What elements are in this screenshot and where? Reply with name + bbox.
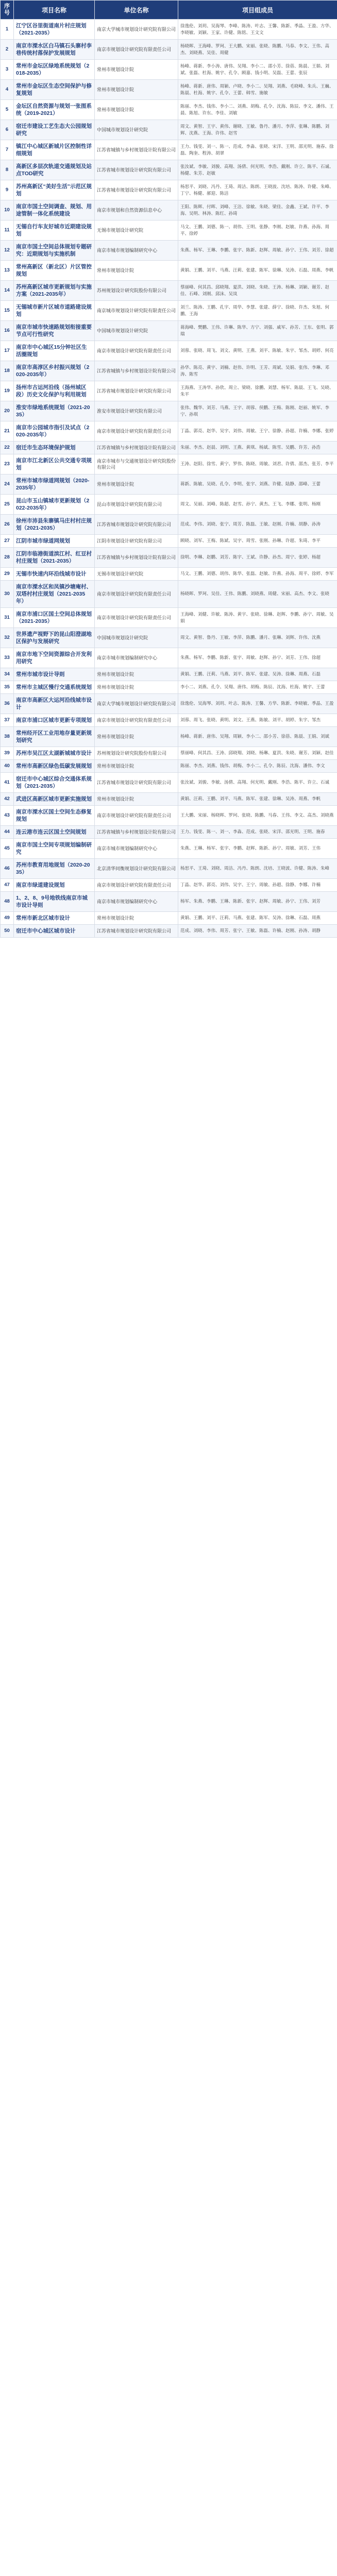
- table-row: [1, 681, 337, 694]
- unit-name: 南京市城市与交通规划设计研究院股份有限公司: [95, 454, 178, 474]
- project-members: 王海峰、刘健、许敏、陈涛、黄宇、张晓、徐琳、赵辉、李鹏、孙宁、周敏、吴娟: [178, 608, 337, 628]
- unit-name: 江苏省城镇与乡村规划设计院有限公司: [95, 548, 178, 568]
- project-name: 常州市城市绿道网规划（2020-2035年）: [14, 474, 95, 495]
- unit-name: 南京市城市规划编制研究中心: [95, 892, 178, 912]
- row-number: 30: [1, 581, 14, 608]
- project-name: 武进区高新区城市更新实施规划: [14, 793, 95, 806]
- table-row: [1, 694, 337, 714]
- table-body: [1, 20, 337, 938]
- project-name: 南京市高新区大运河沿线城市设计: [14, 694, 95, 714]
- unit-name: 江苏省城镇与乡村规划设计院有限公司: [95, 361, 178, 381]
- project-members: 马文、王鹏、刘德、陈一、胡伟、王明、张静、李刚、赵敏、许燕、孙海、周平、徐婷: [178, 221, 337, 241]
- unit-name: 南京市规划和自然资源信息中心: [95, 200, 178, 221]
- project-name: 1、2、8、9号地铁线南京市城市设计导则: [14, 892, 95, 912]
- project-name: 南京市国土空间调查、规划、用途管制一体化系统建设: [14, 200, 95, 221]
- row-number: 3: [1, 60, 14, 80]
- unit-name: 南京城市规划设计研究院有限责任公司: [95, 301, 178, 321]
- row-number: 19: [1, 381, 14, 401]
- table-row: [1, 241, 337, 261]
- table-row: [1, 261, 337, 281]
- table-row: [1, 140, 337, 160]
- row-number: 17: [1, 341, 14, 361]
- project-members: 杨峰、蒋新、唐伟、周颖、卢晓、李小二、吴翔、刘燕、毛晓峰、朱兵、王巍、陈晨、杜海、姚宇、孔令、王蕾、韩雪、施敏: [178, 80, 337, 100]
- project-members: 杨峰、蒋新、李小涛、唐伟、吴翔、李小二、邵小芳、徐蓓、陈晨、王娟、刘斌、张磊、杜海、姚宇、孔令、顾嘉、钱小明、吴磊、王蕾、张辰: [178, 60, 337, 80]
- unit-name: 江苏省城市规划设计研究院有限公司: [95, 381, 178, 401]
- table-row: [1, 648, 337, 668]
- row-number: 7: [1, 140, 14, 160]
- project-name: 连云港市连云区国土空间规划: [14, 826, 95, 839]
- project-name: 南京市溧水区国土空间生态修复规划: [14, 806, 95, 826]
- project-members: 蒋海峰、樊鹏、王伟、许琳、陈华、方宁、刘强、戚军、孙芳、王东、张明、郭瑞: [178, 321, 337, 341]
- project-members: 杨晓晖、罗珂、吴佳、王伟、陈鹏、刘晓燕、周健、宋丽、高杰、李文、张晓: [178, 581, 337, 608]
- header-row: [1, 1, 337, 20]
- unit-name: 常州市规划设计院: [95, 261, 178, 281]
- project-members: 杨思平、刘晓、冯丹、王琦、周洁、陈朗、王晓波、沈培、陈涛、许健、朱峰、丁宁、杨健、郝迎、陈洁: [178, 180, 337, 200]
- unit-name: 南京市城市规划编制研究中心: [95, 241, 178, 261]
- unit-name: 中国城市规划设计研究院: [95, 120, 178, 140]
- project-name: 淮安市绿地系统规划（2021-2035）: [14, 401, 95, 421]
- project-members: 蔡丽峰、何其昌、王涛、邱晓翔、刘晓、杨琳、夏洪、朱晓、谢芳、刘颖、赵佳: [178, 747, 337, 760]
- unit-name: 常州市规划设计院: [95, 60, 178, 80]
- unit-name: 常州市规划设计院: [95, 80, 178, 100]
- table-row: [1, 200, 337, 221]
- table-row: [1, 628, 337, 648]
- unit-name: 淮安市规划设计研究院有限公司: [95, 401, 178, 421]
- project-members: 陈丽、李杰、刘燕、钱伟、胡梅、李小二、孔令、陈辰、沈海、潘伟、李文: [178, 760, 337, 773]
- project-members: 朱燕、王琳、杨军、张宇、李鹏、赵辉、陈新、孙宁、周敏、刘芳、王伟: [178, 839, 337, 859]
- table-row: [1, 100, 337, 120]
- row-number: 24: [1, 474, 14, 495]
- project-name: 镇江中心城区新城片区控制性详细规划: [14, 140, 95, 160]
- row-number: 10: [1, 200, 14, 221]
- unit-name: 无锡市规划设计研究院: [95, 568, 178, 581]
- table-row: [1, 859, 337, 879]
- project-name: 苏州高新区城市更新规划与实施方案（2021-2035年）: [14, 281, 95, 301]
- row-number: 49: [1, 912, 14, 925]
- project-members: 蔡丽峰、何其昌、邱晓翔、夏洪、刘晓、朱晓、王涛、杨琳、刘颖、谢芳、赵佳、石峰、刘刚、邱沫、吴岚: [178, 281, 337, 301]
- project-members: 马文、王鹏、刘德、胡伟、陈华、张磊、赵敏、许燕、孙海、周平、徐婷、李军: [178, 568, 337, 581]
- project-name: 高新区多层次轨道交通规划及站点TOD研究: [14, 160, 95, 180]
- project-name: 南京市溧水区白马镇石头寨村李巷传统村落保护发展规划: [14, 40, 95, 60]
- table-row: [1, 361, 337, 381]
- project-members: 徐逸伦、吴海琴、刘玥、叶志、陈涛、王馨、方华、陈新、李晓敏、季晶、王盈: [178, 694, 337, 714]
- table-row: [1, 341, 337, 361]
- project-members: 徐逸伦、刘玥、吴海琴、李峰、陈涛、叶志、王馨、陈新、季晶、王盈、方华、李晓敏、刘颖、王家、许健、陈铭、王文文: [178, 20, 337, 40]
- project-members: 顾晓、刘军、王梅、陈斌、吴宇、周雪、张刚、孙琳、许超、朱琦、李平: [178, 535, 337, 548]
- table-row: [1, 568, 337, 581]
- row-number: 47: [1, 879, 14, 892]
- project-members: 张汝斌、李敏、刘骏、高翔、汤倩、何光明、李浩、戴刚、许立、陈平、石诚、杨健、朱芳、赵敏: [178, 160, 337, 180]
- table-row: [1, 495, 337, 515]
- unit-name: 常州市规划设计院: [95, 760, 178, 773]
- row-number: 11: [1, 221, 14, 241]
- document: [0, 0, 337, 938]
- unit-name: 常州市规划设计院: [95, 727, 178, 747]
- unit-name: 江苏省城市规划设计研究院有限公司: [95, 515, 178, 535]
- unit-name: 江苏省城市规划设计研究院有限公司: [95, 180, 178, 200]
- project-members: 王力、钱雯、陈一、刘一、李淼、范成、张晓、宋洋、邵光明、王明、施春: [178, 826, 337, 839]
- table-row: [1, 160, 337, 180]
- row-number: 23: [1, 454, 14, 474]
- unit-name: 江苏省城市规划设计研究院有限公司: [95, 160, 178, 180]
- project-members: 刘兰、陈涛、王鹏、孔宇、周华、李慧、张建、薛宁、徐晓、许杰、朱旭、何鹏、王海: [178, 301, 337, 321]
- project-name: 扬州市古运河沿线（扬州城区段）历史文化保护与利用规划: [14, 381, 95, 401]
- unit-name: 南京市规划设计研究院有限责任公司: [95, 341, 178, 361]
- project-members: 周文、黄智、鲁丹、王敏、李萍、陈鹏、潘月、张琳、刘辉、许伟、沈燕: [178, 628, 337, 648]
- unit-name: 南京市城市规划编制研究中心: [95, 839, 178, 859]
- unit-name: 南京市规划设计研究院有限责任公司: [95, 421, 178, 442]
- project-members: 黄娟、王鹏、汪莉、马燕、刘平、陈军、张建、吴涛、徐琳、周燕、石磊: [178, 668, 337, 681]
- unit-name: 江苏省城镇与乡村规划设计院有限公司: [95, 442, 178, 454]
- project-name: 宿迁市中心城区综合交通体系规划（2021-2035）: [14, 773, 95, 793]
- project-members: 黄娟、汪莉、王鹏、刘平、马燕、陈军、张建、徐琳、吴涛、周燕、李帆: [178, 793, 337, 806]
- project-name: 江阴市城市绿道网规划: [14, 535, 95, 548]
- table-row: [1, 727, 337, 747]
- table-row: [1, 548, 337, 568]
- project-members: 范成、刘晓、李伟、周芳、张宁、王敏、陈磊、许楠、赵刚、孙涛、胡静: [178, 925, 337, 938]
- project-members: 朱燕、杨军、李鹏、陈新、张宇、周敏、赵辉、孙宁、刘芳、王伟、徐超: [178, 648, 337, 668]
- project-name: 常州市新北区城市设计: [14, 912, 95, 925]
- row-number: 14: [1, 281, 14, 301]
- table-row: [1, 221, 337, 241]
- project-name: 常州市城市设计导则: [14, 668, 95, 681]
- project-members: 刘蓉、周飞、张晓、黄明、刘文、王燕、陈敏、刘平、胡婷、朱宇、邹杰: [178, 714, 337, 727]
- unit-name: 江苏省城镇与乡村规划设计院有限公司: [95, 140, 178, 160]
- project-members: 蒋新、陈敏、吴晓、孔令、李明、张宇、刘燕、许健、陆静、邵峰、王蕾: [178, 474, 337, 495]
- table-row: [1, 912, 337, 925]
- table-row: [1, 793, 337, 806]
- project-members: 范成、李伟、刘晓、张宁、周芳、陈磊、王敏、赵刚、许楠、胡静、孙涛: [178, 515, 337, 535]
- table-row: [1, 381, 337, 401]
- project-members: 丁晶、郭亮、赵华、吴宇、刘伟、周敏、王宁、徐静、孙超、许楠、李娜、张婷: [178, 421, 337, 442]
- project-name: 南京市高淳区乡村振兴规划（2020-2035年）: [14, 361, 95, 381]
- row-number: 42: [1, 793, 14, 806]
- table-row: [1, 321, 337, 341]
- row-number: 20: [1, 401, 14, 421]
- project-members: 王大鹏、宋丽、杨晓晖、罗珂、张晓、陈鹏、马春、王伟、李文、高杰、刘晓燕: [178, 806, 337, 826]
- table-row: [1, 60, 337, 80]
- row-number: 48: [1, 892, 14, 912]
- row-number: 38: [1, 727, 14, 747]
- unit-name: 常州市规划设计院: [95, 681, 178, 694]
- row-number: 45: [1, 839, 14, 859]
- unit-name: 苏州规划设计研究院股份有限公司: [95, 281, 178, 301]
- project-name: 昆山市玉山镇城市更新规划（2022-2035年）: [14, 495, 95, 515]
- unit-name: 北京清华同衡规划设计研究院有限公司: [95, 859, 178, 879]
- project-name: 常州市金坛区生态空间保护与修复规划: [14, 80, 95, 100]
- unit-name: 苏州规划设计研究院股份有限公司: [95, 747, 178, 760]
- header-unit-name: 单位名称: [95, 1, 178, 20]
- row-number: 21: [1, 421, 14, 442]
- project-members: 周文、吴丽、刘峰、陈超、赵雪、孙宁、黄杰、王飞、李娜、张明、杨刚: [178, 495, 337, 515]
- project-name: 宿迁市建设工艺生态大公园规划研究: [14, 120, 95, 140]
- unit-name: 南京市规划设计研究院有限责任公司: [95, 608, 178, 628]
- row-number: 50: [1, 925, 14, 938]
- row-number: 9: [1, 180, 14, 200]
- project-members: 周文、黄智、王宇、黄伟、谢晓、王敏、鲁丹、潘月、李萍、张琳、陈鹏、刘辉、沈燕、王海、许伟、赵雪: [178, 120, 337, 140]
- project-table: [0, 0, 337, 938]
- unit-name: 常州市规划设计院: [95, 912, 178, 925]
- project-name: 世界遗产视野下的昆山阳澄湖地区保护与发展研究: [14, 628, 95, 648]
- table-row: [1, 806, 337, 826]
- project-members: 杨晓晖、王海峰、罗珂、王大鹏、宋丽、张晓、陈鹏、马春、李文、王伟、高杰、刘晓燕、吴佳、周健: [178, 40, 337, 60]
- header-members: 项目组成员: [178, 1, 337, 20]
- row-number: 46: [1, 859, 14, 879]
- table-row: [1, 668, 337, 681]
- table-row: [1, 747, 337, 760]
- header-project-name: 项目名称: [14, 1, 95, 20]
- table-row: [1, 454, 337, 474]
- row-number: 28: [1, 548, 14, 568]
- unit-name: 常州市规划设计院: [95, 474, 178, 495]
- header-no: 序号: [1, 1, 14, 20]
- table-row: [1, 925, 337, 938]
- row-number: 6: [1, 120, 14, 140]
- project-members: 丁晶、赵华、郭亮、刘伟、吴宇、王宁、周敏、孙超、徐静、李娜、许楠: [178, 879, 337, 892]
- project-name: 江阴市临港街道滨江村、红豆村村庄规划（2021-2035）: [14, 548, 95, 568]
- table-row: [1, 879, 337, 892]
- row-number: 31: [1, 608, 14, 628]
- project-name: 南京市地下空间资源综合开发利用研究: [14, 648, 95, 668]
- table-row: [1, 301, 337, 321]
- project-name: 南京市浦口区国土空间总体规划（2021-2035）: [14, 608, 95, 628]
- project-name: 常州市高新区绿色低碳发展规划: [14, 760, 95, 773]
- unit-name: 无锡市规划设计研究院: [95, 221, 178, 241]
- project-members: 杨军、朱燕、李鹏、王琳、陈新、张宇、赵辉、周敏、孙宁、王伟、刘芳: [178, 892, 337, 912]
- table-row: [1, 892, 337, 912]
- project-name: 南京市公园城市指引及试点（2020-2035年）: [14, 421, 95, 442]
- row-number: 40: [1, 760, 14, 773]
- table-row: [1, 839, 337, 859]
- row-number: 25: [1, 495, 14, 515]
- row-number: 33: [1, 648, 14, 668]
- row-number: 32: [1, 628, 14, 648]
- project-name: 徐州市沛县朱寨镇马庄村村庄规划（2021-2035）: [14, 515, 95, 535]
- project-name: 宿迁市中心城区城市设计: [14, 925, 95, 938]
- project-members: 刘蓉、张晓、周飞、刘文、黄明、王燕、刘平、陈敏、朱宇、邹杰、胡婷、何亮: [178, 341, 337, 361]
- project-name: 江宁区谷里街道南片村庄规划（2021-2035）: [14, 20, 95, 40]
- row-number: 44: [1, 826, 14, 839]
- table-row: [1, 826, 337, 839]
- unit-name: 中国城市规划设计研究院: [95, 321, 178, 341]
- project-members: 王力、钱雯、刘一、陈一、范成、李淼、张晓、宋洋、王明、邵光明、施春、徐磊、陶奎、程涛、胡翠: [178, 140, 337, 160]
- table-row: [1, 714, 337, 727]
- project-name: 金坛区自然资源与规划一张图系统（2019-2021）: [14, 100, 95, 120]
- project-members: 杨思平、王琦、刘晓、周洁、冯丹、陈朗、沈培、王晓波、许健、陈涛、朱峰: [178, 859, 337, 879]
- project-name: 南京市江北新区公共交通专项规划: [14, 454, 95, 474]
- project-members: 张伟、魏华、刘芳、马燕、王宇、胡蓉、侯鹏、王梅、陈刚、赵丽、姚军、李宁、孙琪: [178, 401, 337, 421]
- table-row: [1, 581, 337, 608]
- unit-name: 南京市规划设计研究院有限责任公司: [95, 879, 178, 892]
- row-number: 1: [1, 20, 14, 40]
- unit-name: 南京大学城市规划设计研究院有限公司: [95, 20, 178, 40]
- table-row: [1, 773, 337, 793]
- project-members: 王阳、陈辉、付晖、刘峰、王洁、徐敏、朱晓、梁佳、金鑫、王斌、许平、李海、吴明、林涛、陈红、孙琦: [178, 200, 337, 221]
- row-number: 43: [1, 806, 14, 826]
- table-row: [1, 515, 337, 535]
- row-number: 37: [1, 714, 14, 727]
- project-members: 徐明、李琳、赵鹏、刘芳、陈宇、王斌、许静、孙杰、周宁、张婷、杨超: [178, 548, 337, 568]
- project-members: 孙华、陈亮、黄宇、刘楠、赵伟、许明、王芳、周斌、吴娟、张伟、李琳、邓涛、陈雪: [178, 361, 337, 381]
- project-name: 南京市绿道建设规划: [14, 879, 95, 892]
- row-number: 12: [1, 241, 14, 261]
- table-row: [1, 442, 337, 454]
- project-name: 无锡自行车友好城市近期建设规划: [14, 221, 95, 241]
- table-row: [1, 281, 337, 301]
- row-number: 18: [1, 361, 14, 381]
- row-number: 35: [1, 681, 14, 694]
- unit-name: 常州市规划设计院: [95, 668, 178, 681]
- row-number: 15: [1, 301, 14, 321]
- table-row: [1, 80, 337, 100]
- table-row: [1, 20, 337, 40]
- project-members: 王涛、赵阳、徐雪、黄宁、罗伟、陈晓、周敏、刘君、许倩、邵杰、张芳、李平: [178, 454, 337, 474]
- table-row: [1, 535, 337, 548]
- project-members: 李小二、刘燕、孔令、吴翔、唐伟、胡梅、陈辰、沈海、杜海、姚宇、王蕾: [178, 681, 337, 694]
- project-members: 王海燕、王涛华、孙欣、周立、梁晓、徐鹏、刘慧、杨军、陈晨、王飞、吴晓、朱平: [178, 381, 337, 401]
- unit-name: 江苏省城市规划设计研究院有限公司: [95, 773, 178, 793]
- row-number: 4: [1, 80, 14, 100]
- unit-name: 南京市规划设计研究院有限责任公司: [95, 714, 178, 727]
- table-header: [1, 1, 337, 20]
- project-name: 苏州高新区“美好生活”示范区规划: [14, 180, 95, 200]
- project-name: 常州经开区工业用地存量更新规划研究: [14, 727, 95, 747]
- unit-name: 南京大学城市规划设计研究院有限公司: [95, 694, 178, 714]
- table-row: [1, 421, 337, 442]
- row-number: 41: [1, 773, 14, 793]
- row-number: 2: [1, 40, 14, 60]
- unit-name: 昆山市规划设计研究院有限公司: [95, 495, 178, 515]
- project-name: 无锡城市新片区城市道路建设规划: [14, 301, 95, 321]
- row-number: 5: [1, 100, 14, 120]
- project-name: 常州市金坛区绿地系统规划（2018-2035）: [14, 60, 95, 80]
- unit-name: 江阴市规划设计研究院有限公司: [95, 535, 178, 548]
- project-name: 无锡市快速内环沿线城市设计: [14, 568, 95, 581]
- row-number: 22: [1, 442, 14, 454]
- table-row: [1, 401, 337, 421]
- project-name: 南京市城市快速路规划衔接重要节点可行性研究: [14, 321, 95, 341]
- unit-name: 南京市规划设计研究院有限责任公司: [95, 581, 178, 608]
- project-members: 黄娟、王鹏、刘平、马燕、汪莉、张建、陈军、徐琳、吴涛、石磊、周燕、李帆: [178, 261, 337, 281]
- row-number: 26: [1, 515, 14, 535]
- unit-name: 南京市规划设计研究院有限责任公司: [95, 40, 178, 60]
- table-row: [1, 760, 337, 773]
- row-number: 39: [1, 747, 14, 760]
- unit-name: 常州市规划设计院: [95, 793, 178, 806]
- project-name: 苏州市教育用地规划（2020-2035）: [14, 859, 95, 879]
- project-name: 南京市国土空间总体规划专题研究：近期规划与实施机制: [14, 241, 95, 261]
- project-members: 杨峰、蒋新、唐伟、吴翔、周颖、李小二、邵小芳、徐蓓、陈晨、王娟、刘斌: [178, 727, 337, 747]
- unit-name: 南京市规划设计研究院有限责任公司: [95, 806, 178, 826]
- project-name: 南京市国土空间专项规划编制研究: [14, 839, 95, 859]
- unit-name: 江苏省城镇与乡村规划设计院有限公司: [95, 826, 178, 839]
- unit-name: 常州市规划设计院: [95, 100, 178, 120]
- row-number: 29: [1, 568, 14, 581]
- table-row: [1, 608, 337, 628]
- project-name: 苏州市吴江区太湖新城城市设计: [14, 747, 95, 760]
- unit-name: 江苏省城市规划设计研究院有限公司: [95, 925, 178, 938]
- table-row: [1, 40, 337, 60]
- project-members: 张汝斌、刘骏、李敏、汤倩、高翔、何光明、戴刚、李浩、陈平、许立、石诚: [178, 773, 337, 793]
- table-row: [1, 120, 337, 140]
- row-number: 16: [1, 321, 14, 341]
- project-name: 常州高新区（新北区）片区管控规划: [14, 261, 95, 281]
- project-members: 黄娟、王鹏、刘平、汪莉、马燕、张建、陈军、吴涛、徐琳、石磊、周燕: [178, 912, 337, 925]
- project-members: 陈丽、李杰、钱伟、李小二、刘燕、胡梅、孔令、沈海、陈辰、李文、潘伟、王晨、陈旭、许东、李佳、刘敏: [178, 100, 337, 120]
- row-number: 36: [1, 694, 14, 714]
- row-number: 13: [1, 261, 14, 281]
- project-name: 南京市中心城区15分钟社区生活圈规划: [14, 341, 95, 361]
- table-row: [1, 180, 337, 200]
- project-name: 南京市溧水区和凤镇沙塘庵村、双塔村村庄规划（2021-2035年）: [14, 581, 95, 608]
- row-number: 8: [1, 160, 14, 180]
- row-number: 27: [1, 535, 14, 548]
- unit-name: 中国城市规划设计研究院: [95, 628, 178, 648]
- project-name: 常州市主城区慢行交通系统规划: [14, 681, 95, 694]
- table-row: [1, 474, 337, 495]
- project-members: 朱丽、李杰、赵晨、刘明、王燕、黄琪、杨斌、陈雪、吴鹏、许芳、孙浩: [178, 442, 337, 454]
- unit-name: 南京市城市规划编制研究中心: [95, 648, 178, 668]
- project-members: 朱燕、杨军、王琳、李鹏、张宇、陈新、赵辉、周敏、孙宁、王伟、刘芳、徐超: [178, 241, 337, 261]
- row-number: 34: [1, 668, 14, 681]
- project-name: 宿迁市生态环境保护规划: [14, 442, 95, 454]
- project-name: 南京市浦口区城市更新专项规划: [14, 714, 95, 727]
